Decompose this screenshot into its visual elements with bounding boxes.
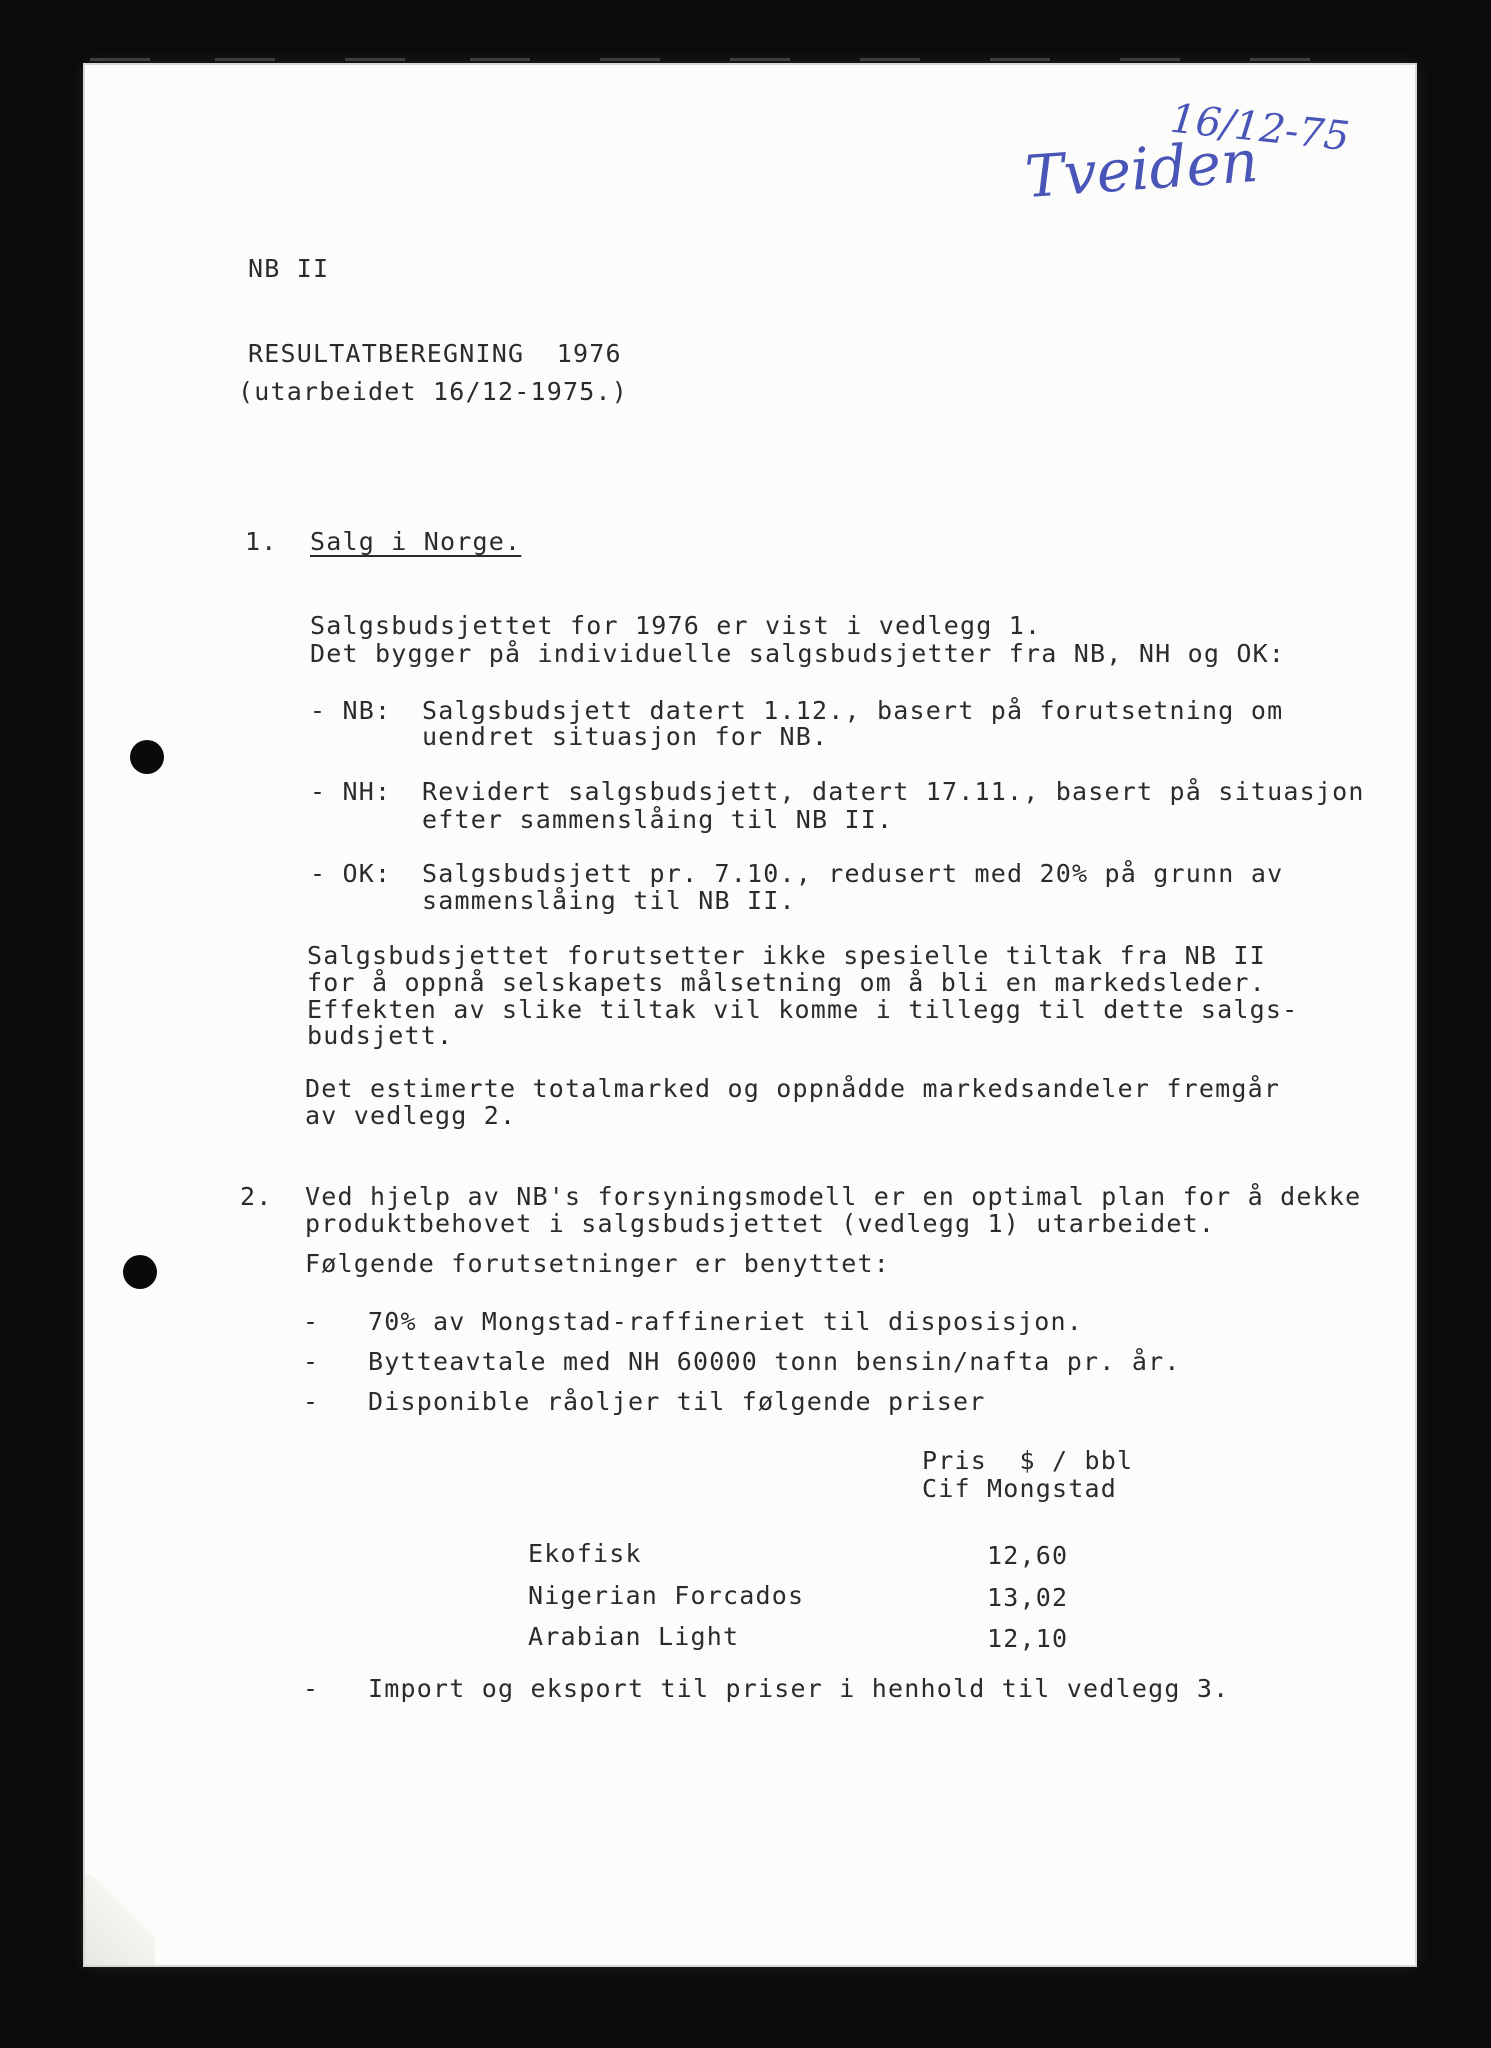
paragraph-line: Det bygger på individuelle salgsbudsjetter fra NB, NH og OK: — [310, 639, 1286, 668]
bullet-line: - Disponible råoljer til følgende priser — [303, 1387, 986, 1416]
paragraph-line: Følgende forutsetninger er benyttet: — [305, 1249, 891, 1278]
paragraph-line: budsjett. — [307, 1021, 454, 1050]
item-line: sammenslåing til NB II. — [422, 886, 796, 915]
document-subtitle: (utarbeidet 16/12-1975.) — [238, 377, 629, 406]
paragraph-line: Salgsbudsjettet for 1976 er vist i vedlegg 1. — [310, 611, 1042, 640]
crude-name: Arabian Light — [528, 1622, 740, 1651]
edge-mark — [730, 58, 790, 61]
bullet-line: - 70% av Mongstad-raffineriet til disposisjon. — [303, 1307, 1084, 1336]
folded-corner — [85, 1875, 155, 1965]
item-label: - NH: — [310, 777, 392, 806]
crude-price: 13,02 — [987, 1583, 1069, 1612]
section-number: 2. — [240, 1182, 273, 1211]
document-title: RESULTATBEREGNING 1976 — [248, 339, 622, 368]
paragraph-line: for å oppnå selskapets målsetning om å bli en markedsleder. — [307, 968, 1266, 997]
paragraph-line: Ved hjelp av NB's forsyningsmodell er en optimal plan for å dekke — [305, 1182, 1362, 1211]
price-header: Pris $ / bbl — [922, 1446, 1134, 1475]
crude-name: Ekofisk — [528, 1539, 642, 1568]
punch-hole — [130, 740, 164, 774]
document-page — [85, 65, 1415, 1965]
item-line: efter sammenslåing til NB II. — [422, 805, 894, 834]
paragraph-line: Effekten av slike tiltak vil komme i tillegg til dette salgs- — [307, 995, 1299, 1024]
item-line: uendret situasjon for NB. — [422, 722, 829, 751]
edge-mark — [345, 58, 405, 61]
edge-mark — [90, 58, 150, 61]
edge-mark — [860, 58, 920, 61]
handwritten-date: 16/12-75 — [1168, 95, 1352, 161]
item-line: Salgsbudsjett datert 1.12., basert på forutsetning om — [422, 696, 1284, 725]
punch-hole — [123, 1255, 157, 1289]
crude-price: 12,60 — [987, 1541, 1069, 1570]
item-label: - NB: — [310, 696, 392, 725]
paragraph-line: produktbehovet i salgsbudsjettet (vedlegg 1) utarbeidet. — [305, 1209, 1216, 1238]
edge-mark — [990, 58, 1050, 61]
bullet-line: - Import og eksport til priser i henhold til vedlegg 3. — [303, 1674, 1230, 1703]
item-line: Salgsbudsjett pr. 7.10., redusert med 20% på grunn av — [422, 859, 1284, 888]
edge-mark — [215, 58, 275, 61]
price-header: Cif Mongstad — [922, 1474, 1118, 1503]
paragraph-line: av vedlegg 2. — [305, 1101, 517, 1130]
section-heading: Salg i Norge. — [310, 527, 522, 556]
section-number: 1. — [245, 527, 278, 556]
crude-name: Nigerian Forcados — [528, 1581, 805, 1610]
edge-mark — [470, 58, 530, 61]
edge-mark — [600, 58, 660, 61]
paragraph-line: Salgsbudsjettet forutsetter ikke spesielle tiltak fra NB II — [307, 941, 1266, 970]
org-name: NB II — [248, 254, 330, 283]
bullet-line: - Bytteavtale med NH 60000 tonn bensin/nafta pr. år. — [303, 1347, 1181, 1376]
crude-price: 12,10 — [987, 1624, 1069, 1653]
item-line: Revidert salgsbudsjett, datert 17.11., basert på situasjon — [422, 777, 1365, 806]
handwritten-signature: Tveiden — [1022, 126, 1261, 212]
paragraph-line: Det estimerte totalmarked og oppnådde markedsandeler fremgår — [305, 1074, 1281, 1103]
edge-mark — [1120, 58, 1180, 61]
item-label: - OK: — [310, 859, 392, 888]
edge-mark — [1250, 58, 1310, 61]
